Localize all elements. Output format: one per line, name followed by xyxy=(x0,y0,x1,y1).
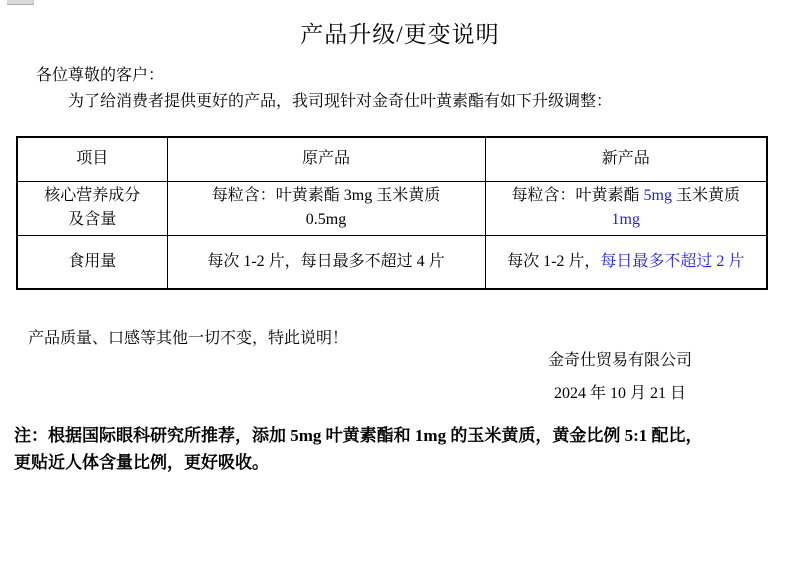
nutrition-item-line2: 及含量 xyxy=(68,211,117,228)
cell-nutrition-item xyxy=(17,181,167,235)
window-corner-remnant xyxy=(7,0,34,5)
nutrition-item-line1: 核心营养成分 xyxy=(44,187,141,204)
nutrition-old-line2: 0.5mg xyxy=(305,211,347,228)
nutrition-new-suffix: 玉米黄质 xyxy=(671,187,740,204)
table-header-row xyxy=(17,137,767,181)
signature-block xyxy=(455,347,785,403)
nutrition-old-line1: 每粒含：叶黄素酯 3mg 玉米黄质 xyxy=(211,187,441,204)
signature-date: 2024 年 10 月 21 日 xyxy=(553,385,686,402)
table-row-nutrition xyxy=(17,181,767,235)
nutrition-new-highlight-1mg: 1mg xyxy=(611,211,640,228)
footnote-line2: 更贴近人体含量比例，更好吸收。 xyxy=(14,453,269,472)
footnote-line1: 注：根据国际眼科研究所推荐，添加 5mg 叶黄素酯和 1mg 的玉米黄质，黄金比例 5:1 配比， xyxy=(14,426,703,445)
page-title: 产品升级/更变说明 xyxy=(300,22,500,47)
cell-nutrition-new xyxy=(485,181,767,235)
footnote xyxy=(14,422,789,476)
table-row-dosage xyxy=(17,235,767,289)
intro-text: 为了给消费者提供更好的产品，我司现针对金奇仕叶黄素酯有如下升级调整： xyxy=(68,93,613,110)
product-change-table xyxy=(16,136,768,290)
company-name: 金奇仕贸易有限公司 xyxy=(547,352,692,369)
nutrition-new-line1 xyxy=(492,184,761,208)
cell-dosage-item: 食用量 xyxy=(17,235,167,289)
header-new-product: 新产品 xyxy=(485,137,767,181)
nutrition-new-line2 xyxy=(492,208,761,232)
cell-dosage-new xyxy=(485,235,767,289)
header-item: 项目 xyxy=(17,137,167,181)
nutrition-new-highlight-5mg: 5mg xyxy=(643,187,672,204)
header-old-product: 原产品 xyxy=(167,137,485,181)
nutrition-new-prefix: 每粒含：叶黄素酯 xyxy=(511,187,644,204)
dosage-new-highlight: 每日最多不超过 2 片 xyxy=(600,252,745,270)
cell-nutrition-old xyxy=(167,181,485,235)
closing-statement: 产品质量、口感等其他一切不变，特此说明！ xyxy=(28,330,349,347)
greeting-text: 各位尊敬的客户： xyxy=(36,67,165,84)
cell-dosage-old: 每次 1-2 片，每日最多不超过 4 片 xyxy=(167,235,485,289)
dosage-new-normal: 每次 1-2 片， xyxy=(507,252,601,270)
